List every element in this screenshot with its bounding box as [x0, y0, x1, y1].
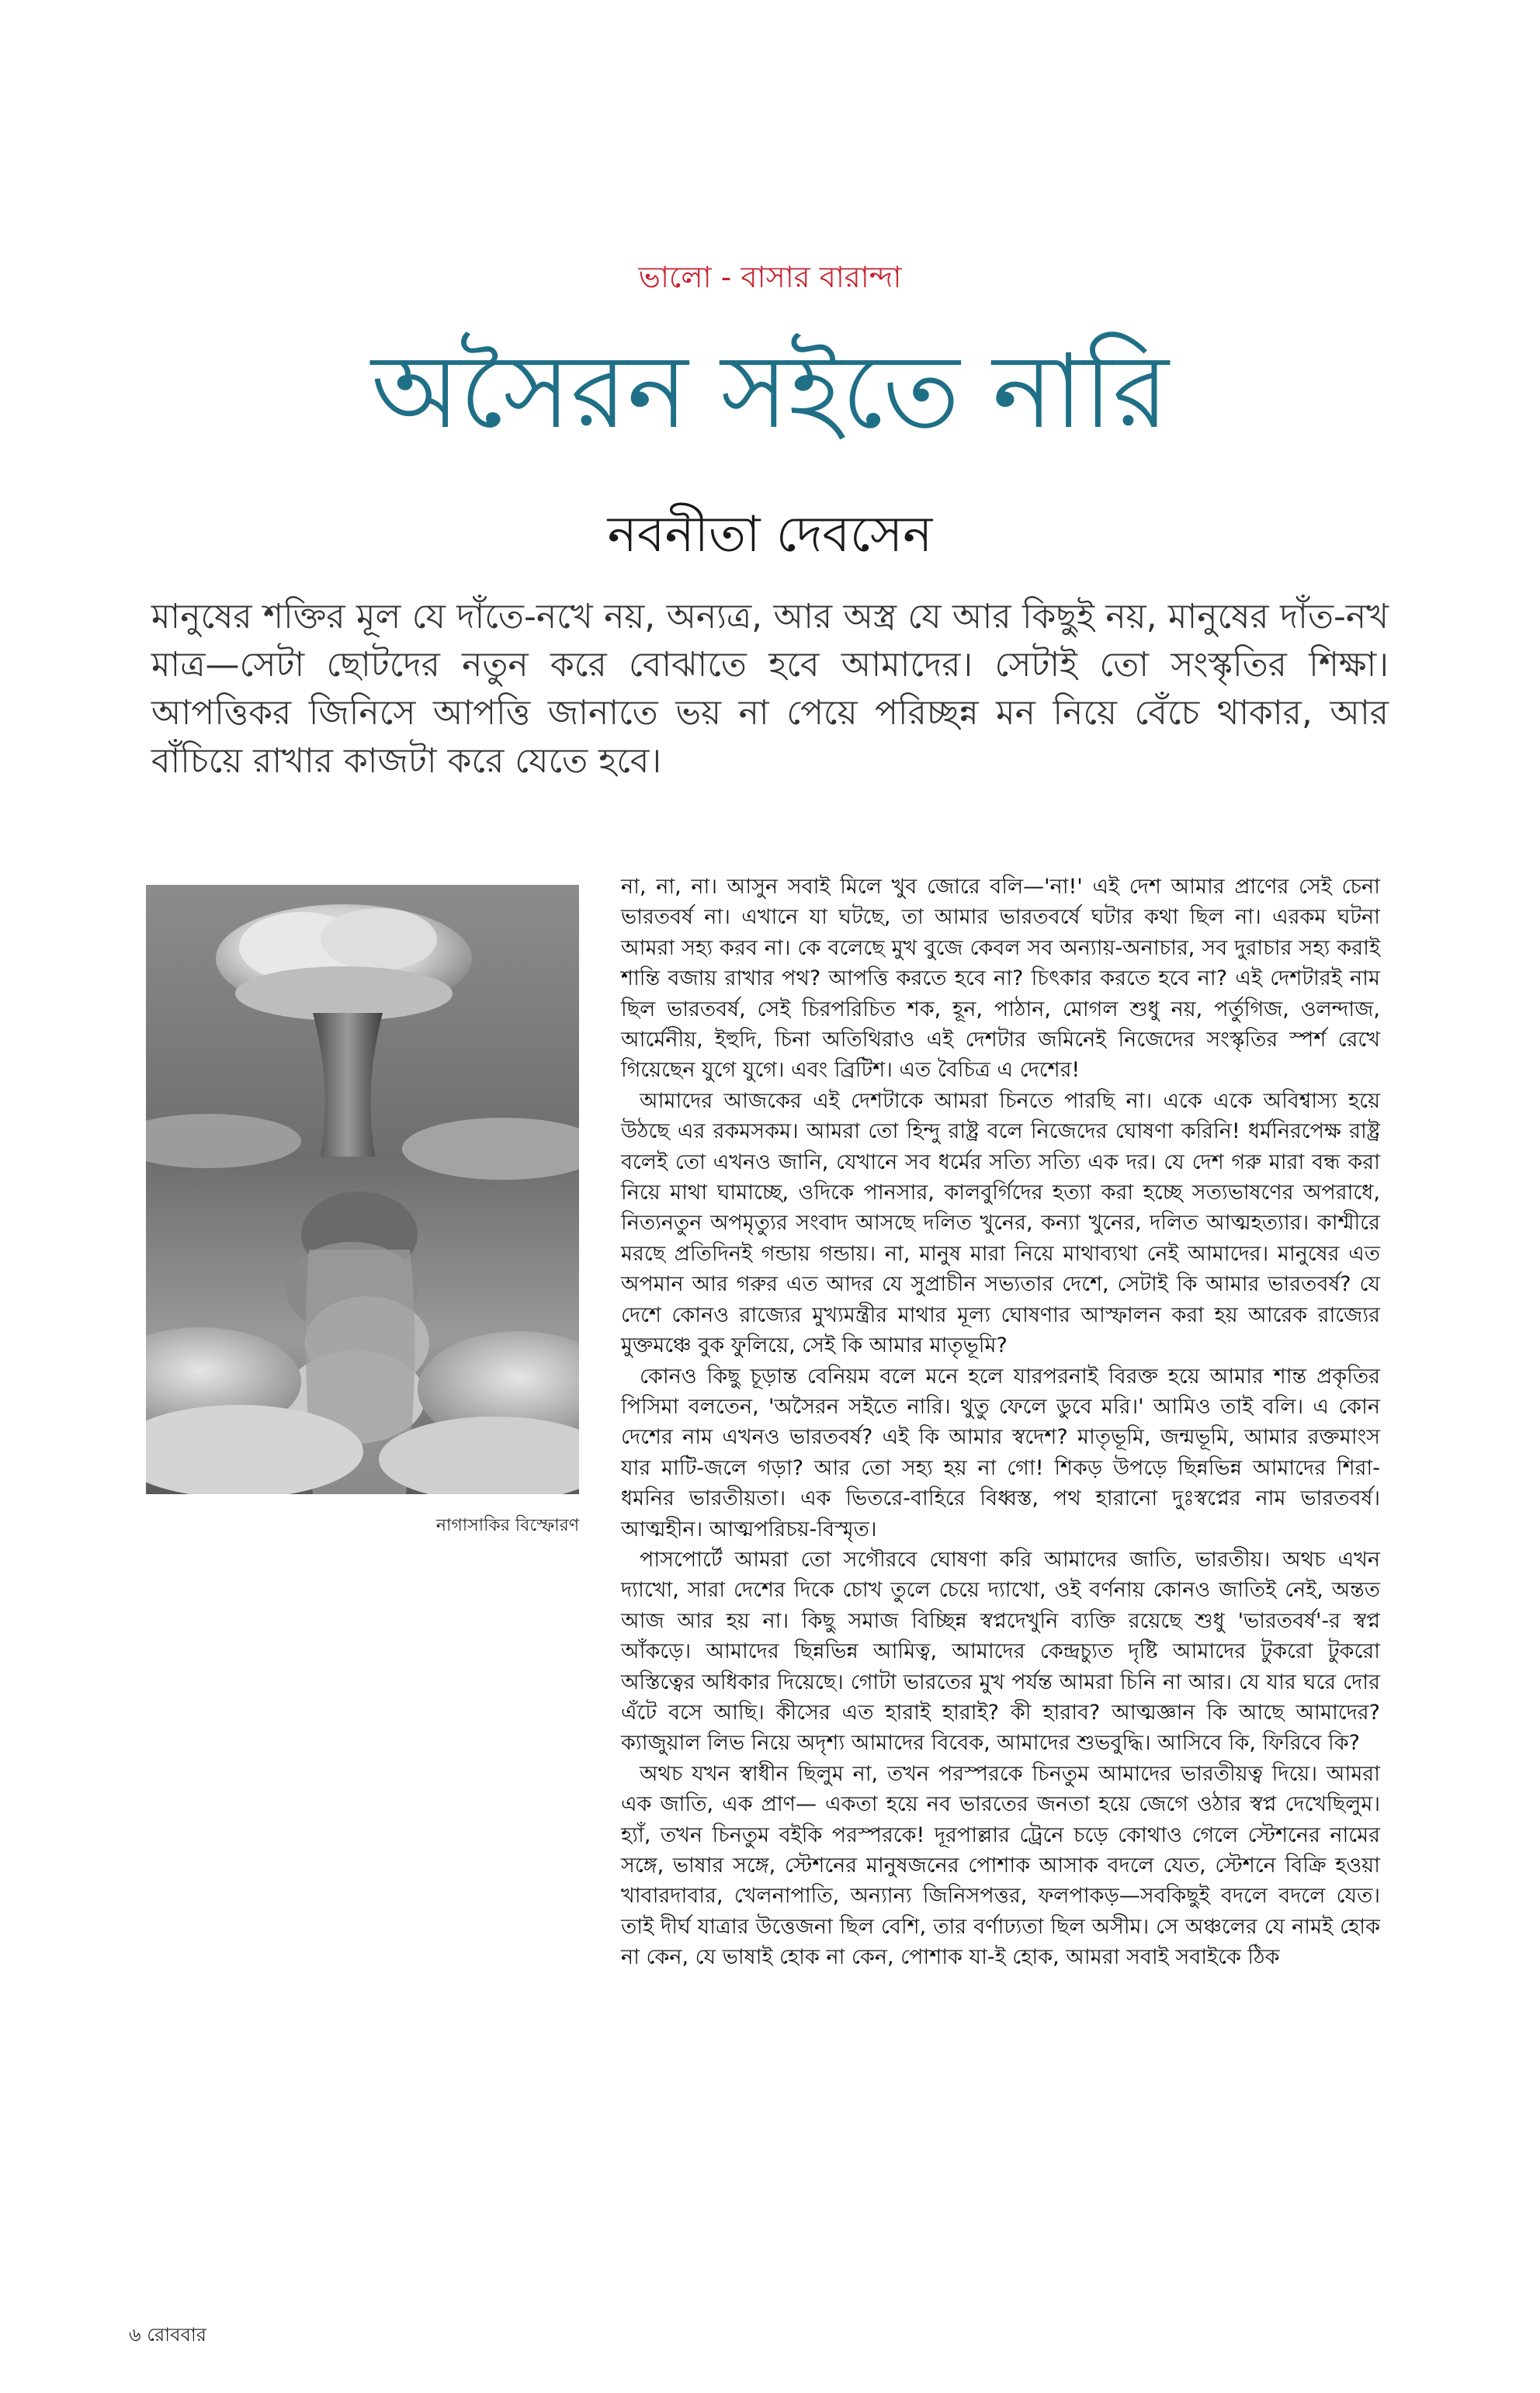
section-kicker: ভালো - বাসার বারান্দা [638, 260, 902, 294]
page-folio: ৬ রোববার [129, 2324, 207, 2346]
body-paragraph: কোনও কিছু চূড়ান্ত বেনিয়ম বলে মনে হলে যারপরনাই বিরক্ত হয়ে আমার শান্ত প্রকৃতির পিসিমা বলতেন, 'অসৈরন সইতে নারি। থুতু ফেলে ডুবে মরি।' আমিও তাই বলি। এ কোন দেশের নাম এখনও ভারতবর্ষ? এই কি আমার স্বদেশ? মাতৃভূমি, জন্মভূমি, আমার রক্তমাংস যার মাটি-জলে গড়া? আর তো সহ্য হয় না গো! শিকড় উপড়ে ছিন্নভিন্ন আমাদের শিরা-ধমনির ভারতীয়তা। এক ভিতরে-বাহিরে বিধ্বস্ত, পথ হারানো দুঃস্বপ্নের নাম ভারতবর্ষ। আত্মহীন। আত্মপরিচয়-বিস্মৃত। [621, 1364, 1380, 1542]
article-standfirst [151, 593, 1389, 786]
standfirst-text: মানুষের শক্তির মূল যে দাঁতে-নখে নয়, অন্যত্র, আর অস্ত্র যে আর কিছুই নয়, মানুষের দাঁত-নখ মাত্র—সেটা ছোটদের নতুন করে বোঝাতে হবে আমাদের। সেটাই তো সংস্কৃতির শিক্ষা। আপত্তিকর জিনিসে আপত্তি জানাতে ভয় না পেয়ে পরিচ্ছন্ন মন নিয়ে বেঁচে থাকার, আর বাঁচিয়ে রাখার কাজটা করে যেতে হবে। [151, 597, 1389, 781]
article-author: নবনীতা দেবসেন [607, 506, 933, 564]
nagasaki-explosion-photo [146, 885, 579, 1494]
mushroom-cloud-image [146, 885, 579, 1494]
photo-caption: নাগাসাকির বিস্ফোরণ [435, 1516, 579, 1535]
article-title: অসৈরন সইতে নারি [371, 332, 1169, 452]
article-body [621, 872, 1380, 1973]
body-paragraph: পাসপোর্টে আমরা তো সগৌরবে ঘোষণা করি আমাদের জাতি, ভারতীয়। অথচ এখন দ্যাখো, সারা দেশের দিকে চোখ তুলে চেয়ে দ্যাখো, ওই বর্ণনায় কোনও জাতিই নেই, অন্তত আজ আর হয় না। কিছু সমাজ বিচ্ছিন্ন স্বপ্নদেখুনি ব্যক্তি রয়েছে শুধু 'ভারতবর্ষ'-র স্বপ্ন আঁকড়ে। আমাদের ছিন্নভিন্ন আমিত্ব, আমাদের কেন্দ্রচ্যুত দৃষ্টি আমাদের টুকরো টুকরো অস্তিত্বের অধিকার দিয়েছে। গোটা ভারতের মুখ পর্যন্ত আমরা চিনি না আর। যে যার ঘরে দোর এঁটে বসে আছি। কীসের এত হারাই হারাই? কী হারাব? আত্মজ্ঞান কি আছে আমাদের? ক্যাজুয়াল লিভ নিয়ে অদৃশ্য আমাদের বিবেক, আমাদের শুভবুদ্ধি। আসিবে কি, ফিরিবে কি? [621, 1547, 1380, 1756]
body-paragraph: আমাদের আজকের এই দেশটাকে আমরা চিনতে পারছি না। একে একে অবিশ্বাস্য হয়ে উঠছে এর রকমসকম। আমরা তো হিন্দু রাষ্ট্র বলে নিজেদের ঘোষণা করিনি! ধর্মনিরপেক্ষ রাষ্ট্র বলেই তো এখনও জানি, যেখানে সব ধর্মের সত্যি সত্যি এক দর। যে দেশ গরু মারা বন্ধ করা নিয়ে মাথা ঘামাচ্ছে, ওদিকে পানসার, কালবুর্গিদের হত্যা করা হচ্ছে সত্যভাষণের অপরাধে, নিত্যনতুন অপমৃত্যুর সংবাদ আসছে দলিত খুনের, কন্যা খুনের, দলিত আত্মহত্যার। কাশ্মীরে মরছে প্রতিদিনই গন্ডায় গন্ডায়। না, মানুষ মারা নিয়ে মাথাব্যথা নেই আমাদের। মানুষের এত অপমান আর গরুর এত আদর যে সুপ্রাচীন সভ্যতার দেশে, সেটাই কি আমার ভারতবর্ষ? যে দেশে কোনও রাজ্যের মুখ্যমন্ত্রীর মাথার মূল্য ঘোষণার আস্ফালন করা হয় আরেক রাজ্যের মুক্তমঞ্চে বুক ফুলিয়ে, সেই কি আমার মাতৃভূমি? [621, 1088, 1380, 1358]
body-paragraph: না, না, না। আসুন সবাই মিলে খুব জোরে বলি—'না!' এই দেশ আমার প্রাণের সেই চেনা ভারতবর্ষ না। এখানে যা ঘটছে, তা আমার ভারতবর্ষে ঘটার কথা ছিল না। এরকম ঘটনা আমরা সহ্য করব না। কে বলেছে মুখ বুজে কেবল সব অন্যায়-অনাচার, সব দুরাচার সহ্য করাই শান্তি বজায় রাখার পথ? আপত্তি করতে হবে না? চিৎকার করতে হবে না? এই দেশটারই নাম ছিল ভারতবর্ষ, সেই চিরপরিচিত শক, হূন, পাঠান, মোগল শুধু নয়, পর্তুগিজ, ওলন্দাজ, আর্মেনীয়, ইহুদি, চিনা অতিথিরাও এই দেশটার জমিনেই নিজেদের সংস্কৃতির স্পর্শ রেখে গিয়েছেন যুগে যুগে। এবং ব্রিটিশ। এত বৈচিত্র এ দেশের! [621, 875, 1380, 1083]
body-paragraph: অথচ যখন স্বাধীন ছিলুম না, তখন পরস্পরকে চিনতুম আমাদের ভারতীয়ত্ব দিয়ে। আমরা এক জাতি, এক প্রাণ— একতা হয়ে নব ভারতের জনতা হয়ে জেগে ওঠার স্বপ্ন দেখেছিলুম। হ্যাঁ, তখন চিনতুম বইকি পরস্পরকে! দূরপাল্লার ট্রেনে চড়ে কোথাও গেলে স্টেশনের নামের সঙ্গে, ভাষার সঙ্গে, স্টেশনের মানুষজনের পোশাক আসাক বদলে যেত, স্টেশনে বিক্রি হওয়া খাবারদাবার, খেলনাপাতি, অন্যান্য জিনিসপত্তর, ফলপাকড়—সবকিছুই বদলে বদলে যেত। তাই দীর্ঘ যাত্রার উত্তেজনা ছিল বেশি, তার বর্ণাঢ্যতা ছিল অসীম। সে অঞ্চলের যে নামই হোক না কেন, যে ভাষাই হোক না কেন, পোশাক যা-ই হোক, আমরা সবাই সবাইকে ঠিক [621, 1761, 1380, 1970]
